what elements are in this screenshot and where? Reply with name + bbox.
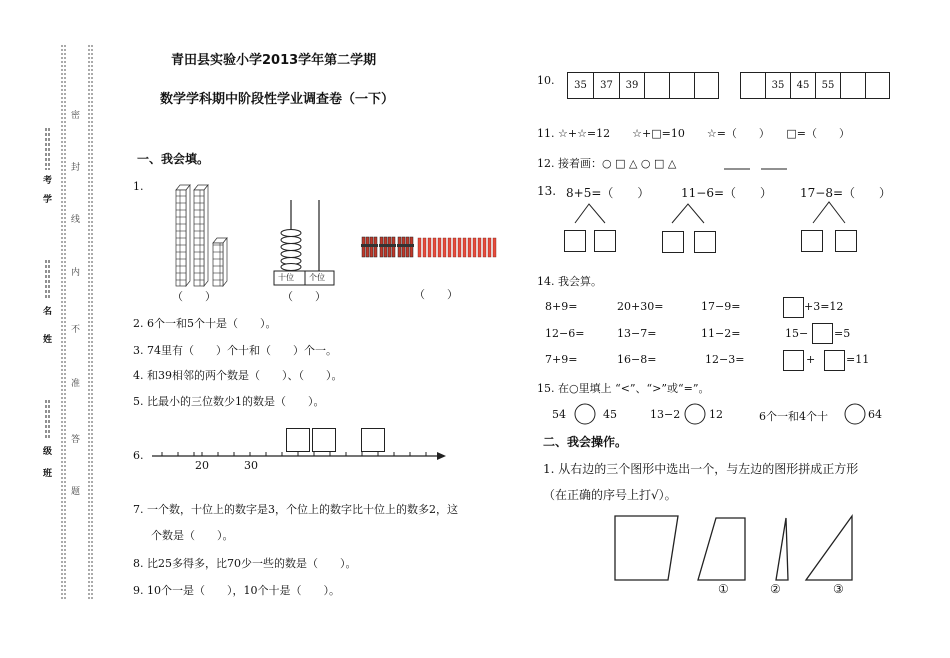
- q3-text: 3. 74里有（ ）个十和（ ）个一。: [133, 344, 337, 357]
- seal-char: 线: [71, 215, 81, 225]
- compare-left: 13−2: [650, 408, 681, 421]
- seq1-cell: 37: [593, 72, 620, 99]
- seal-char: 不: [71, 325, 81, 335]
- puzzle-3-suffix: =11: [846, 353, 870, 366]
- s2-q1-line2: （在正确的序号上打√）。: [543, 488, 677, 502]
- option-3-label[interactable]: ③: [833, 582, 844, 596]
- calc-item: 11−2=: [701, 327, 741, 340]
- calc-item: 8+9=: [545, 300, 578, 313]
- compare-right: 45: [603, 408, 617, 421]
- calc-item: 12−3=: [705, 353, 745, 366]
- seq2-cell: 45: [790, 72, 816, 99]
- calc-item: 7+9=: [545, 353, 578, 366]
- q14-label: 14. 我会算。: [537, 275, 602, 288]
- seal-char: 内: [71, 268, 81, 278]
- option-1-label[interactable]: ①: [718, 582, 729, 596]
- q1-blank-a: （ ）: [172, 290, 216, 303]
- abacus-tens-label: 十位: [278, 273, 294, 282]
- q1-blank-c: （ ）: [414, 288, 458, 301]
- compare-right: 64: [868, 408, 882, 421]
- side-label-xue: 学: [43, 195, 53, 205]
- q2-text: 2. 6个一和5个十是（ ）。: [133, 317, 277, 330]
- calc-item: 13−7=: [617, 327, 657, 340]
- q11-text: 11. ☆+☆=12 ☆+□=10 ☆=（ ） □=（ ）: [537, 127, 851, 140]
- side-label-ban: 班: [43, 469, 53, 479]
- q7-text-line1: 7. 一个数，十位上的数字是3，个位上的数字比十位上的数多2，这: [133, 503, 458, 516]
- q5-text: 5. 比最小的三位数少1的数是（ ）。: [133, 395, 325, 408]
- q15-label: 15. 在○里填上 “<”、“>”或“=”。: [537, 382, 710, 395]
- calc-item: 17−9=: [701, 300, 741, 313]
- s2-q1-line1: 1. 从右边的三个图形中选出一个，与左边的图形拼成正方形: [543, 462, 859, 476]
- side-label-kao: 考: [43, 176, 53, 186]
- q8-text: 8. 比25多得多，比70少一些的数是（ ）。: [133, 557, 357, 570]
- puzzle-3-plus: +: [806, 353, 816, 366]
- q7-text-line2: 个数是（ ）。: [151, 529, 234, 542]
- number-line-tick-20: 20: [195, 459, 209, 472]
- seal-char: 题: [71, 487, 81, 497]
- puzzle-2-suffix: =5: [834, 327, 851, 340]
- section1-heading: 一、我会填。: [137, 152, 210, 166]
- seal-char: 准: [71, 379, 81, 389]
- option-2-label[interactable]: ②: [770, 582, 781, 596]
- q13-expr-3: 17−8=（ ）: [800, 186, 892, 200]
- section2-heading: 二、我会操作。: [543, 435, 628, 449]
- q13-number: 13.: [537, 184, 557, 198]
- seq2-cell: 55: [815, 72, 841, 99]
- exam-title: 青田县实验小学2013学年第二学期: [171, 53, 377, 68]
- seal-char: 密: [71, 111, 81, 121]
- q13-expr-1: 8+5=（ ）: [566, 186, 650, 200]
- q12-text: 12. 接着画：○ □ △ ○ □ △: [537, 157, 688, 170]
- seq1-cell: 35: [567, 72, 594, 99]
- number-line-tick-30: 30: [244, 459, 258, 472]
- puzzle-1-text: +3=12: [804, 300, 844, 313]
- q4-text: 4. 和39相邻的两个数是（ ）、（ ）。: [133, 369, 343, 382]
- seal-char: 封: [71, 163, 81, 173]
- exam-subtitle: 数学学科期中阶段性学业调查卷（一下）: [160, 92, 395, 107]
- calc-item: 16−8=: [617, 353, 657, 366]
- seal-char: 答: [71, 435, 81, 445]
- compare-left: 6个一和4个十: [759, 410, 828, 423]
- side-label-ming: 名: [43, 307, 53, 317]
- puzzle-2-prefix: 15−: [785, 327, 809, 340]
- q10-number: 10.: [537, 74, 555, 87]
- q9-text: 9. 10个一是（ ），10个十是（ ）。: [133, 584, 340, 597]
- compare-left: 54: [552, 408, 566, 421]
- side-label-ji: 级: [43, 447, 53, 457]
- calc-item: 20+30=: [617, 300, 664, 313]
- q6-number: 6.: [133, 449, 144, 462]
- side-label-xing: 姓: [43, 335, 53, 345]
- compare-right: 12: [709, 408, 723, 421]
- q13-expr-2: 11−6=（ ）: [681, 186, 773, 200]
- q1-number: 1.: [133, 180, 144, 193]
- q1-blank-b: （ ）: [282, 290, 326, 303]
- abacus-ones-label: 个位: [309, 273, 325, 282]
- seq1-cell: 39: [619, 72, 645, 99]
- seq2-cell: 35: [765, 72, 791, 99]
- calc-item: 12−6=: [545, 327, 585, 340]
